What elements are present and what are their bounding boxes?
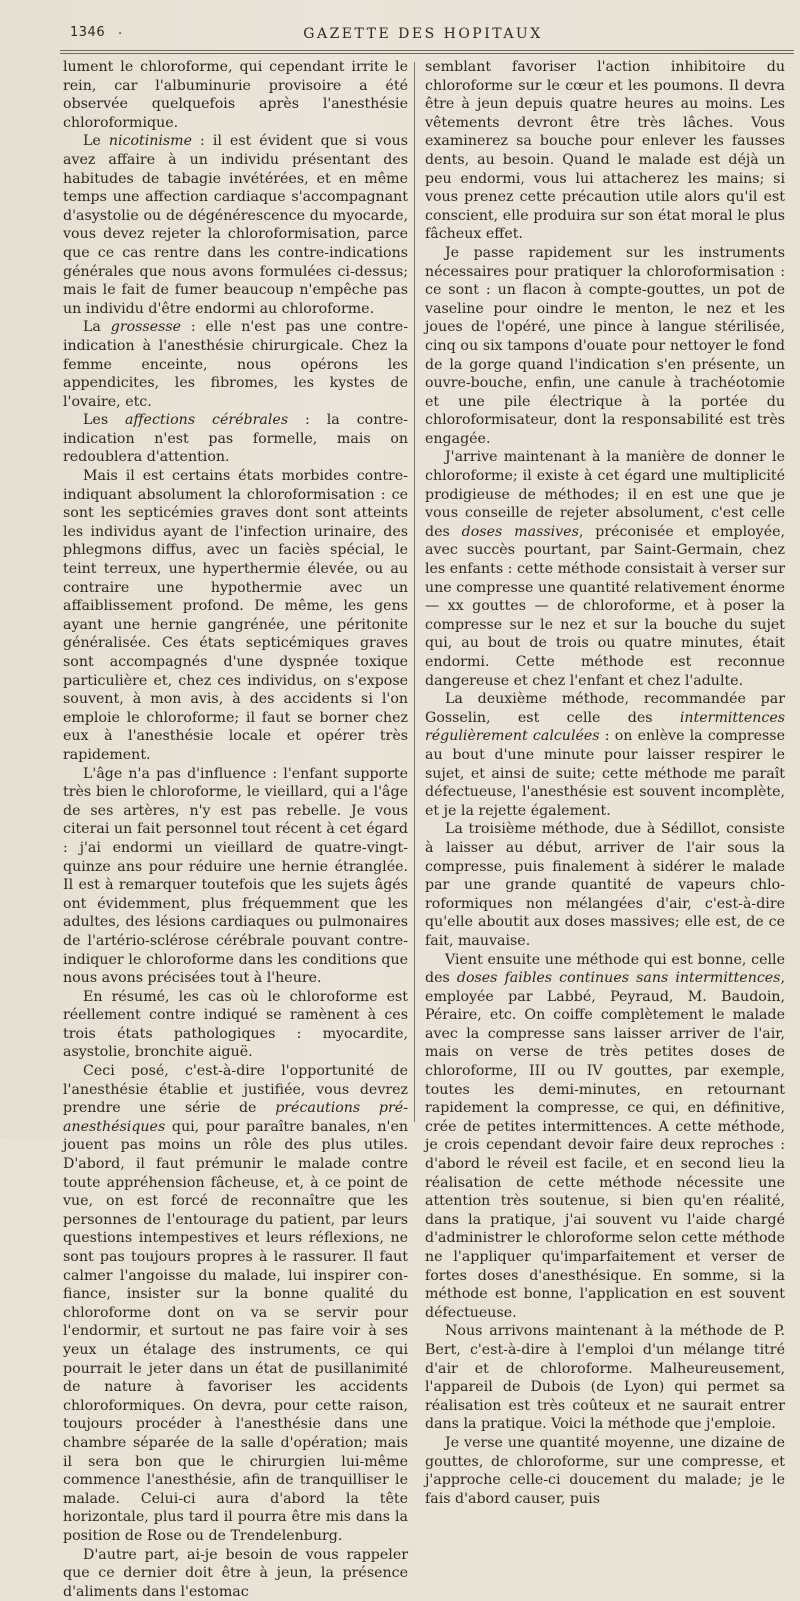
paragraph: [63, 1546, 408, 1601]
paragraph-text: Mais il est certains états morbides contre-indiquant absolument la chloroformisation : ce sont les septicémies graves dont sont atteints les individus ayant de l'infection urinaire, des phlegmons diffus, avec un faciès spécial, le teint terreux, une hyperthermie élevée, ou au contraire une hypothermie avec un affaiblissement profond. De même, les gens ayant une hernie gangrénée, une péritonite généralisée. Ces états septicémiques graves sont accompagnés d'une dyspnée toxique particulière et, chez ces individus, on s'expose souvent, à mon avis, à des accidents si l'on emploie le chloroforme; il faut se borner chez eux à l'anesthésie locale et opérer très rapidement.: [63, 468, 408, 763]
paragraph-lead: La deuxième méthode, recommandée par Gosselin, est celle des: [425, 691, 785, 726]
italic-term: intermittences régulièrement calculées: [425, 710, 785, 745]
paragraph: [425, 448, 785, 690]
header-dot: .: [118, 23, 122, 38]
right-column: [425, 58, 785, 1508]
header-rule: [60, 50, 794, 54]
page-number: 1346: [70, 25, 105, 40]
paragraph-text: En résumé, les cas où le chloroforme est réellement contre indiqué se ramènent à ces trois états pathologiques : myocardite, asystolie, bronchite aiguë.: [63, 989, 408, 1061]
paragraph: [425, 244, 785, 449]
paragraph-lead: Les: [83, 412, 125, 428]
paragraph-lead: J'arrive maintenant à la manière de donner le chloroforme; il existe à cet égard une multiplicité prodigieuse de méthodes; il en est une que je vous conseille de rejeter absolument, c'est celle des: [425, 449, 785, 539]
paragraph-continued: [63, 58, 408, 132]
paragraph-text: , employée par Labbé, Peyraud, M. Baudoin, Péraire, etc. On coiffe complètement le malade avec la compresse sans laisser arriver de l'air, mais on verse de très petites doses de chloroforme, III ou IV gouttes, par exemple, toutes les demi-minutes, en retournant rapidement la compresse, ce qui, en définitive, crée de petites intermittences. A cette méthode, je crois cependant devoir faire deux reproches : d'abord le réveil est facile, et en second lieu la réalisation de cette méthode nécessite une attention très soutenue, si bien qu'en réalité, dans la pratique, j'ai souvent vu l'aide chargé d'administrer le chloroforme selon cette méthode ne l'appliquer qu'imparfaitement et verser de fortes doses d'anesthésique. En somme, si la méthode est bonne, l'application en est souvent défectueuse.: [425, 970, 785, 1321]
paragraph: [425, 690, 785, 820]
paragraph: [63, 411, 408, 467]
paragraph-lead: Ceci posé, c'est-à-dire l'opportunité de l'anesthésie établie et justifiée, vous devrez prendre une série de: [63, 1063, 408, 1116]
paragraph-lead: Le: [83, 133, 109, 149]
paragraph-text: : on enlève la compresse au bout d'une minute pour laisser respirer le sujet, et ainsi de suite; cette méthode me paraît défectueuse, l'anesthésie est souvent incomplète, et je la rejette également.: [425, 728, 785, 818]
paragraph-lead: La: [83, 319, 111, 335]
paragraph: [63, 467, 408, 765]
paragraph-text: : il est évident que si vous avez affaire à un individu présentant des habitudes de tabagie invétérées, et en même temps une affection cardiaque s'accompagnant d'asystolie ou de dégénérescence du myocarde, vous devez rejeter la chloroformisation, parce que ce cas rentre dans les contre-indications générales que nous avons formulées ci-dessus; mais le fait de fumer beaucoup n'empêche pas un individu d'être endormi au chloroforme.: [63, 133, 408, 316]
italic-term: affections cérébrales: [125, 412, 288, 428]
paragraph-text: : elle n'est pas une contre-indication à l'anesthésie chirurgicale. Chez la femme enceinte, nous opérons les appendicites, les fibromes, les kystes de l'ovaire, etc.: [63, 319, 408, 409]
paragraph-text: Je verse une quantité moyenne, une dizaine de gouttes, de chloroforme, sur une compresse, et j'approche celle-ci doucement du malade; je le fais d'abord causer, puis: [425, 1435, 785, 1507]
page-header: [60, 20, 786, 46]
paragraph: [63, 765, 408, 988]
paragraph: [63, 988, 408, 1062]
paragraph-text: Nous arrivons maintenant à la méthode de P. Bert, c'est-à-dire à l'emploi d'un mélange titré d'air et de chloroforme. Malheureusement, l'appareil de Dubois (de Lyon) qui permet sa réalisation est très coûteux et ne saurait entrer dans la pratique. Voici la méthode que j'emploie.: [425, 1323, 785, 1432]
paragraph-text: , préconisée et employée, avec succès pourtant, par Saint-Germain, chez les enfants : cette méthode consistait à verser sur une compresse une quantité relativement énorme — xx gouttes — de chloroforme, et à poser la compresse sur le nez et sur la bouche du sujet qui, au bout de trois ou quatre minutes, était endormi. Cette méthode est reconnue dangereuse et chez l'enfant et chez l'adulte.: [425, 524, 785, 689]
paragraph-text: semblant favoriser l'action inhibitoire du chloroforme sur le cœur et les poumons. Il devra être à jeun depuis quatre heures au moins. Les vêtements devront être très lâches. Vous examinerez sa bouche pour enlever les fausses dents, au besoin. Quand le malade est déjà un peu endormi, vous lui attacherez les mains; si vous prenez cette précaution utile alors qu'il est conscient, elle produira sur son état moral le plus fâcheux effet.: [425, 59, 785, 242]
paragraph-text: qui, pour paraître banales, n'en jouent pas moins un rôle des plus utiles. D'abord, il faut prémunir le malade contre toute appréhension fâcheuse, et, à ce point de vue, on est forcé de reconnaître que les personnes de l'entourage du patient, par leurs questions intempestives et leurs réflexions, ne sont pas toujours propres à le rassurer. Il faut calmer l'angoisse du malade, lui inspirer confiance, insister sur la bonne qualité du chloroforme dont on va se servir pour l'endormir, et surtout ne pas faire voir à ses yeux un étalage des instruments, ce qui pourrait le jeter dans un état de pusillanimité de nature à favoriser les accidents chloroformiques. On devra, pour cette raison, toujours procéder à l'anesthésie dans une chambre séparée de la salle d'opération; mais il sera bon que le chirurgien lui-même commence l'anesthésie, afin de tranquilliser le malade. Celui-ci aura d'abord la tête horizontale, plus tard il pourra être mis dans la position de Rose ou de Trendelenburg.: [63, 1119, 408, 1544]
paragraph-text: D'autre part, ai-je besoin de vous rappeler que ce dernier doit être à jeun, la présence d'aliments dans l'estomac: [63, 1547, 408, 1600]
italic-term: précautions pré-anesthésiques: [63, 1100, 408, 1135]
paragraph-text: Je passe rapidement sur les instruments nécessaires pour pratiquer la chloroformisation : ce sont : un flacon à compte-gouttes, un pot de vaseline pour oindre le menton, le nez et les joues de l'opéré, une pince à langue stérilisée, cinq ou six tampons d'ouate pour nettoyer le fond de la gorge quand l'indication s'en présente, un ouvre-bouche, enfin, une canule à trachéotomie et une pile électrique à la portée du chloroformisateur, dont la responsabilité est très engagée.: [425, 245, 785, 447]
paragraph-lead: Vient ensuite une méthode qui est bonne, celle des: [425, 952, 785, 987]
paragraph: [63, 132, 408, 318]
paragraph: [425, 1322, 785, 1434]
italic-term: doses faibles continues sans intermittences: [457, 970, 781, 986]
paragraph: [63, 318, 408, 411]
italic-term: grossesse: [111, 319, 181, 335]
paragraph-text: : la contre-indication n'est pas formelle, mais on redoublera d'attention.: [63, 412, 408, 465]
paragraph-text: La troisième méthode, due à Sédillot, consiste à laisser au début, arriver de l'air sous la compresse, puis finalement à sidérer le malade par une grande quantité de vapeurs chloroformiques non mélangées d'air, c'est-à-dire qu'elle aboutit aux doses massives; elle est, de ce fait, mauvaise.: [425, 821, 785, 949]
paragraph-continued: [425, 58, 785, 244]
left-column: [63, 58, 408, 1601]
italic-term: doses massives: [462, 524, 579, 540]
paragraph: [63, 1062, 408, 1545]
italic-term: nicotinisme: [109, 133, 192, 149]
paragraph-text: lument le chloroforme, qui cependant irrite le rein, car l'albuminurie provisoire a été observée quelquefois après l'anesthésie chloroformique.: [63, 59, 408, 131]
journal-title: GAZETTE DES HOPITAUX: [60, 26, 786, 42]
column-divider: [414, 62, 415, 1122]
paragraph-text: L'âge n'a pas d'influence : l'enfant supporte très bien le chloroforme, le vieillard, qui a l'âge de ses artères, n'y est pas rebelle. Je vous citerai un fait personnel tout récent à cet égard : j'ai endormi un vieillard de quatre-vingt-quinze ans pour réduire une hernie étranglée. Il est à remarquer toutefois que les sujets âgés ont évidemment, plus fréquemment que les adultes, des lésions cardiaques ou pulmonaires de l'artério-sclérose cérébrale pouvant contre-indiquer le chloroforme dans les conditions que nous avons précisées tout à l'heure.: [63, 766, 408, 987]
paragraph: [425, 951, 785, 1323]
paragraph: [425, 820, 785, 950]
paragraph: [425, 1434, 785, 1508]
